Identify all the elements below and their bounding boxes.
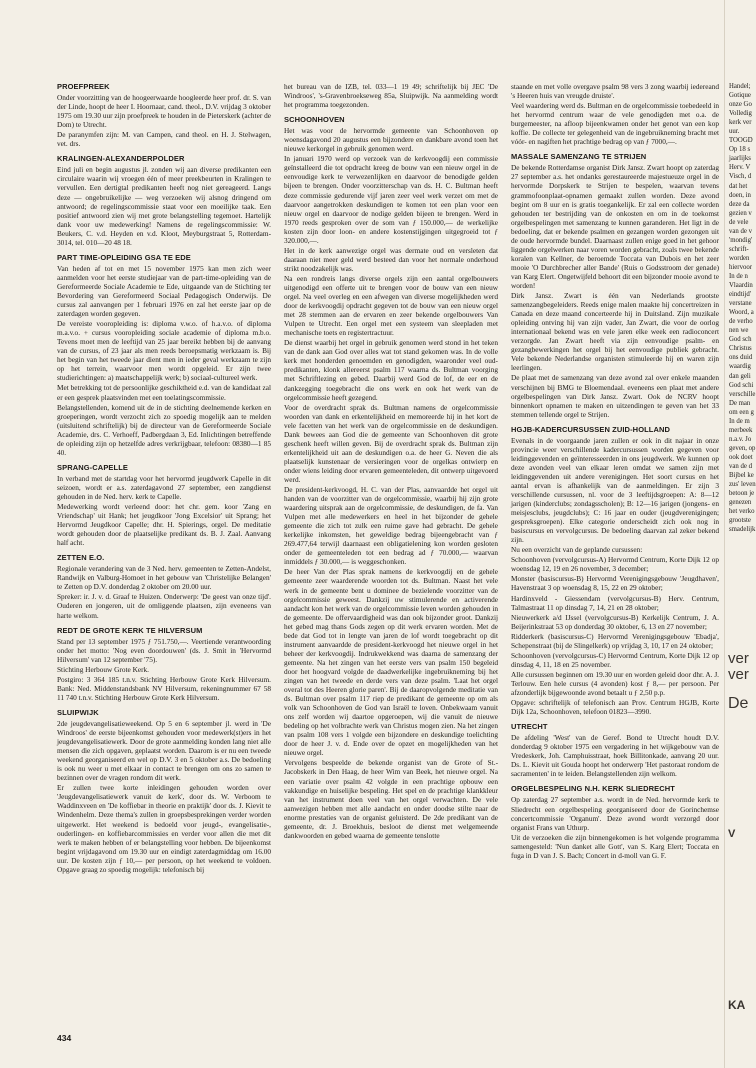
paragraph: Schoonhoven (vervolgcursus-C) Hervormd Centrum, Korte Dijk 12 op dinsdag 4, 11, 18 en 25 november. xyxy=(511,650,719,669)
clipped-line: ook doet xyxy=(729,453,753,461)
paragraph: Ridderkerk (basiscursus-C) Hervormd Verenigingsgebouw 'Ebadja', Schepenstraat (bij de Slingelkerk) op vrijdag 3, 10, 17 en 24 oktober; xyxy=(511,631,719,650)
paragraph: De dienst waarbij het orgel in gebruik genomen werd stond in het teken van de dank aan God over alles wat tot stand gekomen was. In de volle kerk met honderden genoemden en genodigden, waaronder veel oud-predikanten, klonk allereerst psalm 117 waarna ds. Bultman voorging met Schriftlezing en gebed. Daarbij werd God de lof, de eer en de dankzegging toegebracht die ons werk en ook het werk van de orgelcommissie heeft gezegend. xyxy=(284,338,498,402)
paragraph: De plaat met de samenzang van deze avond zal over enkele maanden verschijnen bij BMG te Bloemendaal. eveneens een plaat met andere orgelbespelingen van Dirk Jansz. Zwart. Ook de NCRV hoopt binnenkort opnamen te maken en uitzendingen te geven van het 33 stemmen tellende orgel te Strijen. xyxy=(511,373,719,419)
section-heading: UTRECHT xyxy=(511,722,548,732)
paragraph: In verband met de startdag voor het hervormd jeugdwerk Capelle in dit seizoen, wordt er a.s. zaterdagavond 27 september, een zangdienst gehouden in de Ned. herv. kerk te Capelle. xyxy=(57,473,271,501)
clipped-line: de vele xyxy=(729,218,749,226)
column-1 xyxy=(57,82,271,1042)
clipped-line: smadelijk xyxy=(729,526,756,534)
paragraph: De vereiste vooropleiding is: diploma v.w.o. of h.a.v.o. of diploma m.a.v.o. + cursus vooropleiding sociale academie of diploma m.b.o. Tevens moet men de leeftijd van 25 jaar bereikt hebben bij de aanvang van de cursus, of 23 jaar als men reeds beroepsmatig werkzaam is. Bij het begin van het tweede jaar dient men in ieder geval werkzaam te zijn op het terrein, waarvoor men wordt opgeleid. Er zijn twee studierichtingen: a) maatschappelijk werk; b) sociaal-cultureel werk. xyxy=(57,319,271,383)
paragraph: 2de jeugdevangelisatieweekend. Op 5 en 6 september jl. werd in 'De Windroos' de eerste bijeenkomst gehouden voor medewerk(st)ers in het jeugdevangelisatiewerk. Door de grote aanmelding konden lang niet alle mensen die zich opgaven, geplaatst worden. Daarom is er nu een tweede weekend georganiseerd en wel op D.V. 3 en 5 oktober a.s. De bedoeling is ook nu weer u met elkaar in contact te brengen om ons zo samen te bezinnen over de vragen rondom dit werk. xyxy=(57,719,271,783)
paragraph: De paranymfen zijn: M. van Campen, cand theol. en H. J. Stelwagen, vet. drs. xyxy=(57,130,271,149)
paragraph: het bureau van de IZB, tel. 033—1 19 49; schriftelijk bij JEC 'De Windroos', 's-Gravenbroekseweg 85a, Sluipwijk. Na aanmelding wordt het programma toegezonden. xyxy=(284,82,498,110)
clipped-line: verstane xyxy=(729,300,752,308)
clipped-line: de verho xyxy=(729,318,753,326)
clipped-line: uur. xyxy=(729,128,740,136)
paragraph: Opgave: schriftelijk of telefonisch aan Prov. Centrum HGJB, Korte Dijk 12a, Schoonhoven, telefoon 01823—3990. xyxy=(511,698,719,717)
paragraph: Veel waardering werd ds. Bultman en de orgelcommissie toebedeeld in het hervormd centrum waar de vele genodigden met o.a. de burgemeester, na afloop bijeenkwamen onder het genot van een kop koffie. De collecte ter gelegenheid van de ingebruikneming bracht met vóór- en nagiften het prachtige bedrag op van ƒ 7000,—. xyxy=(511,101,719,147)
paragraph: De bekende Rotterdamse organist Dirk Jansz. Zwart hoopt op zaterdag 27 september a.s. het ondanks gerestaureerde majestueuze orgel in de hervormde Dorpskerk te Strijen te bespelen, waarvan tevens grammofoonplaat-opnamen gemaakt zullen worden. Deze avond begint om 8 uur en is gratis toegankelijk. Er zal een collecte worden gehouden ter bestrijding van de onkosten en om in de toekomst orgelbespelingen met samenzang te kunnen garanderen. Het ligt in de bedoeling, dat er bekende psalmen en gezangen worden gezongen uit de oude hervormde bundel. Daarnaast zullen enige goed in het gehoor liggende orgelwerken naar voren worden gebracht, zoals twee bekende koralen van Kellner, de beroemde Toccata van Dubois en het zeer mooie 'O Durchbrecher aller Bande' (Ruis o Godsstroom der genade) van Karg Elert. Ongetwijfeld behoort dit een bijzonder mooie avond te worden! xyxy=(511,163,719,290)
clipped-line: Vlaardin xyxy=(729,282,753,290)
paragraph: Uit de verzoeken die zijn binnengekomen is het volgende programma samengesteld: 'Nun danket alle Gott', van S. Karg Elert; Toccata en fuga in D van J. S. Bach; Concert in d-moll van G. F. xyxy=(511,832,719,860)
paragraph: staande en met volle overgave psalm 98 vers 3 zong waarbij iedereand 's Heeren huis van vreugde druiste'. xyxy=(511,82,719,101)
clipped-line: verschille xyxy=(729,390,756,398)
paragraph: De president-kerkvoogd, H. C. van der Plas, aanvaardde het orgel uit handen van de voorzitter van de orgelcommissie, waarbij hij zijn grote waardering uitsprak aan de orgelcommissie, de deskundigen, de fa. Van Vulpen met alle medewerkers en heel in het bijzonder de gehele gemeente die zich tot zulk een ruime gave had gebracht. De gehele kerkelijke inkomsten, het geweldige bedrag bijeengebracht van ƒ 269.477,64 terwijl daarnaast een obligatielening kon worden gesloten onder de gemeenteleden tot een bedrag ad ƒ 70.000,— waarvan inmiddels ƒ 30.000,— is weggeschonken. xyxy=(284,485,498,567)
paragraph: De heer Van der Plas sprak namens de kerkvoogdij en de gehele gemeente zeer waarderende woorden tot ds. Bultman. Naast het vele werk in de gemeente bent u dominee de bezielende voorzitter van de orgelcommissie geweest. Dankzij uw stimulerende en activerende aandacht kon het werk van de orgelcommissie leven worden gehouden in de gemeente. De offervaardigheid was dan ook bijzonder groot. Dankzij het gebed mag thans Gods zegen op dit werk ervaren worden. Met de bede dat God tot in lengte van jaren de lof wordt toegebracht op dit instrument aanvaardde de president-kerkvoogd het nieuwe orgel in het beheer der kerkvoogdij. Indrukwekkend was daarna de samenzang der gemeente. Na het zingen van het eerste vers van psalm 150 begeleid door het hoogvard volgde de daadwerkelijke ingebruikneming bij het zingen van het tweede en derde vers van deze psalm. 'Laat het orgel overal tot des Heeren glorie paren'. Bij de daaropvolgende meditatie van ds. Bultman over psalm 117 riep de predikant de gemeente op om als volk van Schoonhoven de God van Israël te loven. Onbekwaam vanuit ons zelf worden wij daartoe opgeroepen, wij die vanuit de nieuwe bedeling op het volbrachte werk van Christus mogen zien. Na het zingen van psalm 108 vers 1 volgde een bijzondere en deskundige toelichting door de heer J. v. d. Ende over de opzet en mogelijkheden van het nieuwe orgel. xyxy=(284,567,498,758)
paragraph: Stichting Herbouw Grote Kerk. xyxy=(57,664,150,674)
clipped-line: van de d xyxy=(729,462,753,470)
paragraph: Alle cursussen beginnen om 19.30 uur en worden geleid door dhr. A. J. Terlouw. Een hele cursus (4 avonden) kost ƒ 8,— per persoon. Per afzonderlijk bijgewoonde avond betaalt u ƒ 2,50 p.p. xyxy=(511,669,719,697)
clipped-line: jaarlijks xyxy=(729,155,751,163)
clipped-line: het verko xyxy=(729,508,755,516)
clipped-ad-text-3: De xyxy=(728,695,749,712)
clipped-line: om een g xyxy=(729,408,754,416)
paragraph: Monster (basiscursus-B) Hervormd Verenigingsgebouw 'Jeugdhaven', Havenstraat 3 op woensdag 8, 15, 22 en 29 oktober; xyxy=(511,574,719,593)
paragraph: Op zaterdag 27 september a.s. wordt in de Ned. hervormde kerk te Sliedrecht een orgelbespeling georganiseerd door de Gorinchemse concertcommissie 'Organum'. Deze avond wordt verzorgd door organist Frans van Uthurp. xyxy=(511,795,719,832)
paragraph: Hardinxveld - Giessendam (vervolgcursus-B) Herv. Centrum, Talmastraat 11 op dinsdag 7, 14, 21 en 28 oktober; xyxy=(511,593,719,612)
paragraph: De afdeling 'West' van de Geref. Bond te Utrecht houdt D.V. donderdag 9 oktober 1975 een vergadering in het wijkgebouw van de Vredeskerk, Joh. Camphuisstraat, hoek Billitonkade, aanvang 20 uur. Ds. L. Kievit uit Gouda hoopt het onderwerp 'Het pastoraat rondom de sacramenten' in te leiden. Belangstellenden zijn welkom. xyxy=(511,733,719,779)
paragraph: Regionale verandering van de 3 Ned. herv. gemeenten te Zetten-Andelst, Randwijk en Valburg-Homoet in het gebouw van 'Christelijke Belangen' te Zetten op D.V. donderdag 2 oktober om 20.00 uur. xyxy=(57,564,271,592)
paragraph: Stand per 13 september 1975 ƒ 751.750,—. Veertiende verantwoording onder het motto: 'Nog even doordouwen' (ds. J. Smit in 'Hervormd Hilversum' van 12 september '75). xyxy=(57,636,271,664)
clipped-line: Op 18 s xyxy=(729,146,751,154)
clipped-line: Handel; xyxy=(729,83,751,90)
clipped-line: Gotique xyxy=(729,92,751,100)
paragraph: Na een rondreis langs diverse orgels zijn een aantal orgelbouwers uitgenodigd een offerte uit te brengen voor de bouw van een nieuw orgel. Na veel overleg en een afwegen van diverse mogelijkheden werd door de kerkvoogdij opdracht gegeven tot de bouw van een nieuw orgel met 28 stemmen aan de ervaren en zeer bekende orgelbouwers Van Vulpen te Utrecht. Een orgel met een systeem van sleepladen met mechanische toets en registertractuur. xyxy=(284,273,498,338)
clipped-ad-text-4: V xyxy=(728,828,736,840)
clipped-line: merbeek xyxy=(729,426,753,434)
clipped-line: eindtijd' xyxy=(729,291,751,299)
paragraph: Nu een overzicht van de geplande cursussen: xyxy=(511,545,643,555)
clipped-line: deze da xyxy=(729,200,750,208)
paragraph: Evenals in de voorgaande jaren zullen er ook in dit najaar in onze provincie weer verschillende kadercursussen worden gegeven voor leidinggevenden en geïnteresseerden in ons jeugdwerk. We kunnen op deze avonden veel van elkaar leren omdat we samen zijn met leidinggevenden uit andere verenigingen. Het soort cursus en het aantal ervan is afhankelijk van de aanmeldingen. Er zijn 3 verschillende cursussen, nl. voor de 3 leeftijdsgroepen: A: 8—12 jarigen (kinderclubs; zondagsscholen); B: 12—16 jarigen (jongens- en meisjesclubs, jeugdclubs); C: 16 jaar en ouder (jeugdverenigingen; gespreksgroepen). Elke categorie onderscheidt zich ook nog in basiscursus en vervolgcursus. De bedoeling daarvan zal zeker bekend zijn. xyxy=(511,435,719,545)
paragraph: Met betrekking tot de persoonlijke geschiktheid e.d. van de kandidaat zal er een gesprek plaatsvinden met een toelatingscommissie. xyxy=(57,383,271,402)
clipped-line: grootste xyxy=(729,517,751,525)
clipped-line: waardig xyxy=(729,363,751,371)
clipped-line: schrift- xyxy=(729,245,749,253)
clipped-line: God schi xyxy=(729,381,754,389)
clipped-line: God sch xyxy=(729,336,752,344)
clipped-line: dat het xyxy=(729,182,748,190)
paragraph: Eind juli en begin augustus jl. zonden wij aan diverse predikanten een circulaire waarin wij vroegen één of meer preekbeurten in Kralingen te vervullen. Een dertigtal predikanten heeft nog niet gereageerd. Langs deze — ongebruikelijke — weg verzoeken wij alsnog dringend om antwoord; de regelingscommissie staat voor een moeilijke taak. Een positief antwoord zien wij met grote belangstelling tegemoet. Hartelijk dank voor uw medewerking! Namens de regelingscommissie: W. Beukers, C. v.d. Heyden en v.d. Kloot, Meyburgstraat 5, Rotterdam-3014, tel. 010—20 48 18. xyxy=(57,165,271,247)
paragraph: Van heden af tot en met 15 november 1975 kan men zich weer aanmelden voor het eerste studiejaar van de part-time-opleiding van de Gereformeerde Sociale Academie te Ede, uitgaande van de Stichting ter Bevordering van Gereformeerd Sociaal Pedagogisch Onderwijs. De cursus zal aanvangen per 1 februari 1976 en zal het eerste jaar op de zaterdagen worden gegeven. xyxy=(57,263,271,319)
clipped-line: TOOGD xyxy=(729,137,753,145)
clipped-line: genezen xyxy=(729,499,752,507)
clipped-line: Visch, d xyxy=(729,173,752,181)
clipped-line: dan geli xyxy=(729,372,751,380)
clipped-line: zus' leven xyxy=(729,481,756,489)
section-heading: PROEFPREEK xyxy=(57,82,110,91)
clipped-ad-text-2: ver xyxy=(728,666,749,683)
clipped-line: Bijbel ke xyxy=(729,472,754,480)
clipped-line: Christus xyxy=(729,345,752,353)
paragraph: Spreker: ir. J. v. d. Graaf te Huizen. Onderwerp: 'De geest van onze tijd'. Ouderen en jongeren, uit de omliggende plaatsen, zijn eveneens van harte welkom. xyxy=(57,592,271,620)
paragraph: Voor de overdracht sprak ds. Bultman namens de orgelcommissie woorden van dank en erkentelijkheid en memoreerde hij in het kort de vele facetten van het werk van de orgelcommissie en de deskundigen. Dank bewees aan God die de gemeente van Schoonhoven dit grote geschenk heeft willen geven. Bij de overdracht sprak ds. Bultman zijn erkentelijkheid uit aan de deskundigen o.a. de heer G. Neven die als plaatselijk kunstenaar de versieringen voor de orgelkas ontwierp en onder wiens leiding door ervaren gemeenteleden, dit ontwerp uitgevoerd werd. xyxy=(284,402,498,484)
clipped-line: betoon je xyxy=(729,490,755,498)
clipped-line: 'mondig' xyxy=(729,236,753,244)
paragraph: Schoonhoven (vervolgcursus-A) Hervormd Centrum, Korte Dijk 12 op woensdag 12, 19 en 26 november, 3 december; xyxy=(511,555,719,574)
paragraph: Het was voor de hervormde gemeente van Schoonhoven op woensdagavond 20 augustus een bijzondere en dankbare avond toen het nieuwe kerkorgel in gebruik genomen werd. xyxy=(284,126,498,154)
clipped-ad-text-5: KA xyxy=(728,998,746,1012)
section-heading: PART TIME-OPLEIDING GSA TE EDE xyxy=(57,252,191,262)
page-number: 434 xyxy=(57,1033,72,1043)
section-heading: ZETTEN E.O. xyxy=(57,553,105,563)
section-heading: REDT DE GROTE KERK TE HILVERSUM xyxy=(57,625,203,635)
paragraph: Het in de kerk aanwezige orgel was dermate oud en versleten dat daaraan niet meer geld werd besteed dan voor het normale onderhoud strikt noodzakelijk was. xyxy=(284,245,498,273)
section-heading: HGJB-KADERCURSUSSEN ZUID-HOLLAND xyxy=(511,424,671,434)
paragraph: Nieuwerkerk a/d IJssel (vervolgcursus-B) Kerkelijk Centrum, J. A. Beijerinkstraat 53 op donderdag 30 oktober, 6, 13 en 27 november; xyxy=(511,612,719,631)
clipped-line: worden xyxy=(729,254,750,262)
clipped-line: gezien v xyxy=(729,209,752,217)
clipped-line: van de v xyxy=(729,227,753,235)
section-heading: SCHOONHOVEN xyxy=(284,115,345,125)
section-heading: KRALINGEN-ALEXANDERPOLDER xyxy=(57,154,185,164)
paragraph: Postgiro: 3 364 185 t.n.v. Stichting Herbouw Grote Kerk Hilversum. Bank: Ned. Middenstandsbank NV Hilversum, rekeningnummer 67 58 11 740 t.n.v. Stichting Herbouw Grote Kerk Hilversum. xyxy=(57,674,271,702)
paragraph: Dirk Jansz. Zwart is één van Nederlands grootste samenzangbegeleiders. Reeds enige malen maakte hij concertreizen in Canada en deze maand concerteerde hij in Duitsland. Zijn muzikale opleiding ontving hij van zijn vader, Jan Zwart, die voor de oorlog internationaal bekend was en vele jaren elke week een radioconcert verzorgde. Jan Zwart heeft via zijn eenvoudige psalm- en gezangbewerkingen het orgel bij het eenvoudige publiek gebracht. Vele bekende Nederlandse organisten stimuleerde hij en waren zijn leerlingen. xyxy=(511,291,719,373)
clipped-ad-text-1: ver xyxy=(728,650,749,667)
paragraph: Belangstellenden, komend uit de in de stichting deelnemende kerken en groeperingen, wordt verzocht zich zo spoedig mogelijk aan te melden (uitsluitend schriftelijk) bij de directeur van de Gereformeerde Sociale Academie, drs. C. Verhoeff, Padbergdaan 3, Ed. Inlichtingen betreffende de opleiding zijn op hetzelfde adres verkrijgbaar, telefoon: 08380—1 85 40. xyxy=(57,402,271,457)
section-heading: SPRANG-CAPELLE xyxy=(57,462,128,472)
clipped-line: ons duid xyxy=(729,354,753,362)
paragraph: In januari 1970 werd op verzoek van de kerkvoogdij een commissie geïnstalleerd die tot opdracht kreeg de bouw van een nieuw orgel in de eenvoudige kerk te verwezenlijken en daarvoor de benodigde gelden bijeen te brengen. Onder voorzitterschap van ds. H. C. Bultman heeft deze commissie gedurende vijf jaren zeer veel werk verzet om met de daarvoor aangetrokken deskundigen te komen tot een plan voor een nieuw orgel en daarvoor de nodige gelden bijeen te brengen. Werd in 1970 reeds gesproken over de som van ƒ 150.000,— de werkelijke kosten zijn door loon- en andere kostenstijgingen uitgegroeid tot ƒ 320.000,—. xyxy=(284,154,498,245)
clipped-line: onze Go xyxy=(729,101,752,109)
paragraph: Er zullen twee korte inleidingen gehouden worden over 'Jeugdevangelisatiewerk vanuit de kerk', door ds. W. Verboom te Waddinxveen en 'De koffiebar in theorie en praktijk' door ds. J. Kievit te Windenhelm. Deze thema's zullen in groepsbesprekingen verder worden uitgewerkt. Het weekend is bedoeld voor jeugd-, evangelisatie-, ouderlingen- en koffiebarcommissies en verder voor allen die met dit werk te maken hebben of er belangstelling voor hebben. De bijeenkomst begint vrijdagavond om 19.30 uur en eindigt zaterdagmiddag om 16.00 uur. De kosten zijn ƒ 10,— per persoon, op het weekend te voldoen. Opgave graag zo spoedig mogelijk: telefonisch bij xyxy=(57,783,271,874)
column-3 xyxy=(511,82,719,1042)
clipped-line: De man xyxy=(729,399,751,407)
clipped-line: Woord, a xyxy=(729,309,754,317)
column-4-clipped xyxy=(729,82,756,1042)
clipped-line: In de m xyxy=(729,417,750,425)
paragraph: Onder voorzitting van de hoogeerwaarde hoogleerde heer prof. dr. S. van der Linde, hoopt de heer I. Hoornaar, cand. theol., D.V. vrijdag 3 oktober 1975 om 19.30 uur zijn proefpreek te houden in de Pieterskerk (achter de Dom) te Utrecht. xyxy=(57,93,271,130)
clipped-line: nen we xyxy=(729,327,749,335)
section-heading: MASSALE SAMENZANG TE STRIJEN xyxy=(511,152,647,162)
paragraph: Vervolgens bespeelde de bekende organist van de Grote of St.-Jacobskerk in Den Haag, de heer Wim van Beek, het nieuwe orgel. Na een variatie over psalm 42 volgde in een prachtige opbouw een vakkundige en huiselijke bespeling. Het spel en de prachtige klankkleur van het instrument doen veel van het orgel verwachten. De vele aanwezigen hebben met alle aandacht en onder doodse stilte naar de enorme prestaties van de organist geluisterd. De 2de predikant van de gemeente, dr. J. Broekhuis, besloot de dienst met welgemeende dankwoorden en gebed waarna de gemeente tenslotte xyxy=(284,758,498,840)
clipped-line: hiervoor xyxy=(729,263,753,271)
column-2 xyxy=(284,82,498,1042)
clipped-line: In de n xyxy=(729,272,748,280)
clipped-line: n.a.v. Jo xyxy=(729,435,752,443)
column-gutter xyxy=(724,0,725,1068)
clipped-line: doen, in xyxy=(729,191,751,199)
paragraph: Medewerking wordt verleend door: het chr. gem. koor 'Zang en Vriendschap' uit Hank; het jeugdkoor 'Jong Excelsior' uit Sprang; het Hervormd Jeugdkoor Capelle; dhr. H. Spierings, orgel. De meditatie wordt gehouden door de plaatselijke predikant ds. B. J. Zaal. Aanvang half acht. xyxy=(57,502,271,548)
clipped-line: geven, op xyxy=(729,444,756,452)
section-heading: ORGELBESPELING N.H. KERK SLIEDRECHT xyxy=(511,784,675,794)
clipped-line: kerk ver xyxy=(729,119,752,127)
section-heading: SLUIPWIJK xyxy=(57,707,99,717)
clipped-line: Herv. V xyxy=(729,164,751,172)
clipped-line: Volledig xyxy=(729,110,752,118)
